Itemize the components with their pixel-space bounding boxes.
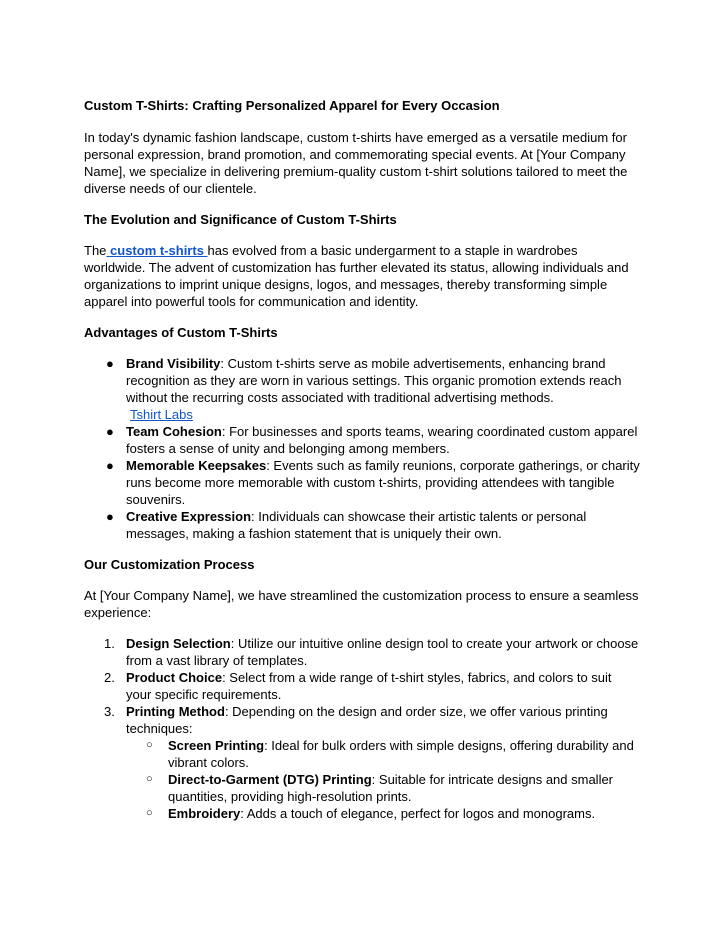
bullet-icon: ●: [106, 509, 114, 524]
advantage-term: Creative Expression: [126, 509, 252, 524]
circle-bullet-icon: ○: [146, 807, 153, 819]
circle-bullet-icon: ○: [146, 773, 153, 785]
advantage-text: : Events such as family reunions, corporate gatherings, or charity runs become more memorable with custom t-shirts, providing attendees with tangible souvenirs.: [126, 458, 640, 507]
step-number: 2.: [104, 670, 115, 685]
step-number: 3.: [104, 704, 115, 719]
process-intro: At [Your Company Name], we have streamlined the customization process to ensure a seamless experience:: [84, 588, 639, 620]
advantages-list: [84, 355, 640, 542]
step-item: [84, 635, 640, 669]
bullet-icon: ●: [106, 356, 114, 371]
list-item: [84, 508, 640, 542]
advantage-text: : For businesses and sports teams, wearing coordinated custom apparel fosters a sense of unity and belonging among members.: [126, 424, 638, 456]
step-item: [84, 669, 640, 703]
advantage-term: Brand Visibility: [126, 356, 221, 371]
method-term: Screen Printing: [168, 738, 265, 753]
method-item: [126, 737, 640, 771]
method-text: : Ideal for bulk orders with simple designs, offering durability and vibrant colors.: [168, 738, 634, 770]
method-term: Embroidery: [168, 806, 241, 821]
advantage-text: : Individuals can showcase their artistic talents or personal messages, making a fashion statement that is uniquely their own.: [126, 509, 587, 541]
evolution-lead: The: [84, 243, 107, 258]
document-title: Custom T-Shirts: Crafting Personalized Apparel for Every Occasion: [84, 98, 500, 113]
step-term: Design Selection: [126, 636, 231, 651]
advantage-text: : Custom t-shirts serve as mobile advertisements, enhancing brand recognition as they are worn in various settings. This organic promotion extends reach without the recurring costs associated with traditional advertising methods.: [126, 356, 622, 405]
evolution-heading: The Evolution and Significance of Custom T-Shirts: [84, 212, 397, 227]
method-item: [126, 805, 640, 822]
step-number: 1.: [104, 636, 115, 651]
step-text: : Utilize our intuitive online design tool to create your artwork or choose from a vast library of templates.: [126, 636, 639, 668]
bullet-icon: ●: [106, 458, 114, 473]
process-heading: Our Customization Process: [84, 557, 255, 572]
step-term: Product Choice: [126, 670, 223, 685]
tshirt-labs-link[interactable]: Tshirt Labs: [130, 407, 193, 422]
custom-tshirts-link[interactable]: custom t-shirts: [106, 243, 208, 258]
list-item: [84, 423, 640, 457]
step-text: : Select from a wide range of t-shirt styles, fabrics, and colors to suit your specific requirements.: [126, 670, 612, 702]
method-item: [126, 771, 640, 805]
list-item: [84, 355, 640, 423]
advantages-heading: Advantages of Custom T-Shirts: [84, 325, 278, 340]
step-item: [84, 703, 640, 822]
evolution-paragraph: [84, 242, 640, 310]
intro-paragraph: In today's dynamic fashion landscape, custom t-shirts have emerged as a versatile medium for personal expression, brand promotion, and commemorating special events. At [Your Company Name], we specialize in delivering premium-quality custom t-shirt solutions tailored to meet the diverse needs of our clientele.: [84, 130, 628, 196]
printing-methods-list: [126, 737, 640, 822]
document-page: [84, 97, 640, 822]
bullet-icon: ●: [106, 424, 114, 439]
evolution-body: has evolved from a basic undergarment to a staple in wardrobes worldwide. The advent of customization has further elevated its status, allowing individuals and organizations to imprint unique designs, logos, and messages, thereby transforming simple apparel into powerful tools for communication and identity.: [84, 243, 629, 309]
advantage-term: Memorable Keepsakes: [126, 458, 267, 473]
method-text: : Adds a touch of elegance, perfect for logos and monograms.: [240, 806, 596, 821]
method-term: Direct-to-Garment (DTG) Printing: [168, 772, 372, 787]
process-steps: [84, 635, 640, 822]
circle-bullet-icon: ○: [146, 739, 153, 751]
advantage-term: Team Cohesion: [126, 424, 222, 439]
list-item: [84, 457, 640, 508]
step-text: : Depending on the design and order size, we offer various printing techniques:: [126, 704, 608, 736]
step-term: Printing Method: [126, 704, 225, 719]
method-text: : Suitable for intricate designs and smaller quantities, providing high-resolution prints.: [168, 772, 614, 804]
